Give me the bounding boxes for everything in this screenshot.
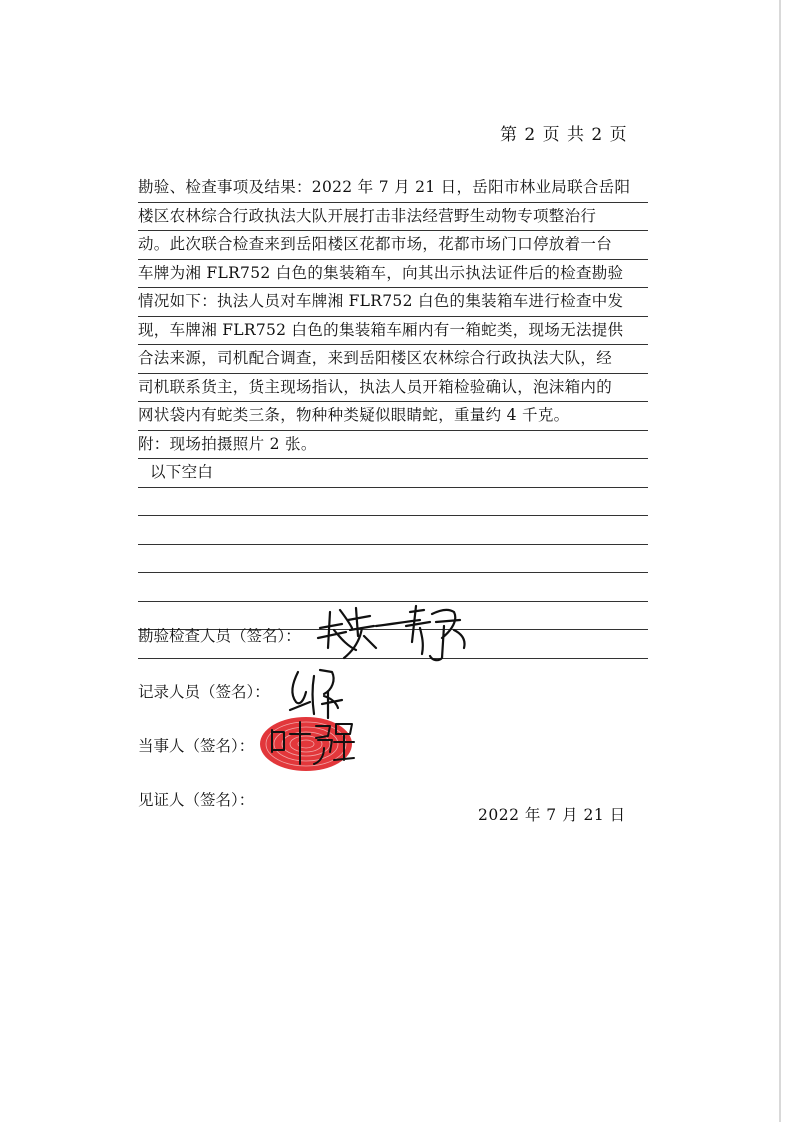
body-line: 网状袋内有蛇类三条，物种种类疑似眼睛蛇，重量约 4 千克。 <box>138 402 648 431</box>
body-line: 合法来源，司机配合调查，来到岳阳楼区农林综合行政执法大队，经 <box>138 345 648 374</box>
body-line: 动。此次联合检查来到岳阳楼区花都市场，花都市场门口停放着一台 <box>138 231 648 260</box>
blank-below-note: 以下空白 <box>138 459 648 488</box>
body-line: 楼区农林综合行政执法大队开展打击非法经营野生动物专项整治行 <box>138 203 648 232</box>
document-date: 2022 年 7 月 21 日 <box>478 806 626 824</box>
body-line: 现，车牌湘 FLR752 白色的集装箱车厢内有一箱蛇类，现场无法提供 <box>138 317 648 346</box>
body-line: 车牌为湘 FLR752 白色的集装箱车，向其出示执法证件后的检查勘验 <box>138 260 648 289</box>
blank-line <box>138 545 648 574</box>
inspectors-signature-label: 勘验检查人员（签名）： <box>138 627 301 645</box>
page-edge <box>779 0 781 1122</box>
blank-line <box>138 516 648 545</box>
recorder-signature-label: 记录人员（签名）： <box>138 683 270 701</box>
blank-line <box>138 488 648 517</box>
inspectors-handwritten-signature <box>312 600 472 670</box>
body-line: 司机联系货主，货主现场指认，执法人员开箱检验确认，泡沫箱内的 <box>138 374 648 403</box>
party-signature-with-fingerprint <box>254 712 364 774</box>
body-line: 情况如下：执法人员对车牌湘 FLR752 白色的集装箱车进行检查中发 <box>138 288 648 317</box>
witness-signature-label: 见证人（签名）： <box>138 791 255 809</box>
party-signature-label: 当事人（签名）： <box>138 737 255 755</box>
attachment-note: 附：现场拍摄照片 2 张。 <box>138 431 648 460</box>
page-indicator: 第 2 页 共 2 页 <box>500 125 628 145</box>
inspection-results-body <box>138 174 648 659</box>
blank-line <box>138 573 648 602</box>
body-line: 勘验、检查事项及结果：2022 年 7 月 21 日，岳阳市林业局联合岳阳 <box>138 174 648 203</box>
